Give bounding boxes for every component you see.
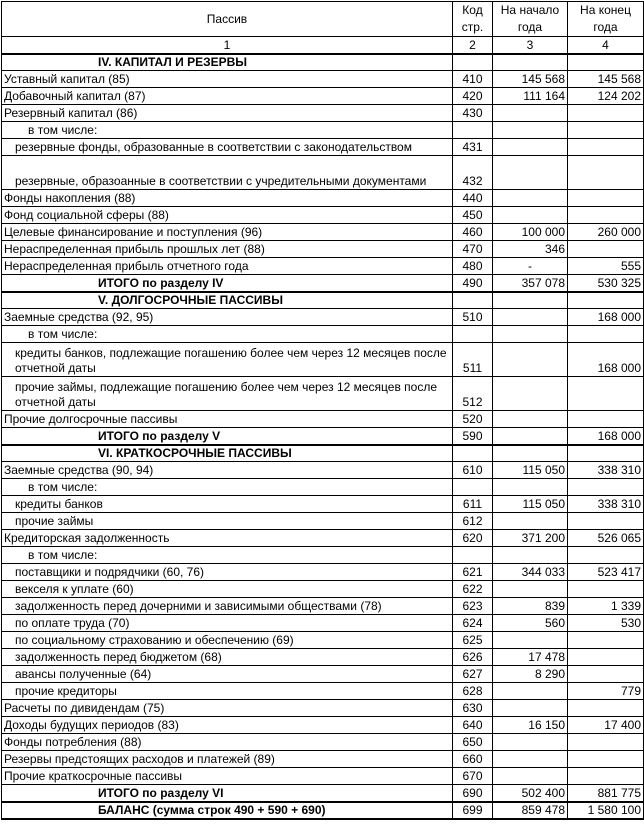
table-row xyxy=(2,768,644,785)
table-row xyxy=(2,649,644,666)
header-passiv: Пассив xyxy=(2,2,453,37)
table-body xyxy=(2,54,644,819)
value-start-of-year: 100 000 xyxy=(493,224,568,241)
row-code: 520 xyxy=(453,411,493,428)
value-end-of-year xyxy=(568,734,644,751)
row-code: 620 xyxy=(453,530,493,547)
row-code: 622 xyxy=(453,581,493,598)
balance-total-row xyxy=(2,802,644,819)
section-title: IV. КАПИТАЛ И РЕЗЕРВЫ xyxy=(2,54,453,71)
row-label: Заемные средства (92, 95) xyxy=(2,309,453,326)
value-start-of-year xyxy=(493,309,568,326)
value-start-of-year: 17 478 xyxy=(493,649,568,666)
value-start-of-year xyxy=(493,54,568,71)
value-start-of-year: 371 200 xyxy=(493,530,568,547)
column-number: 1 xyxy=(2,37,453,54)
row-code xyxy=(453,326,493,343)
row-code: 450 xyxy=(453,207,493,224)
value-start-of-year xyxy=(493,581,568,598)
row-code: 610 xyxy=(453,462,493,479)
row-code: 410 xyxy=(453,71,493,88)
value-end-of-year: 338 310 xyxy=(568,462,644,479)
row-label: Кредиторская задолженность xyxy=(2,530,453,547)
table-row xyxy=(2,326,644,343)
value-start-of-year xyxy=(493,479,568,496)
value-start-of-year xyxy=(493,428,568,445)
table-row xyxy=(2,462,644,479)
value-end-of-year xyxy=(568,513,644,530)
row-label: Уставный капитал (85) xyxy=(2,71,453,88)
row-code xyxy=(453,445,493,462)
value-start-of-year xyxy=(493,751,568,768)
value-start-of-year: 502 400 xyxy=(493,785,568,802)
table-row xyxy=(2,224,644,241)
row-label: Фонд социальной сферы (88) xyxy=(2,207,453,224)
value-start-of-year xyxy=(493,768,568,785)
value-end-of-year xyxy=(568,445,644,462)
value-start-of-year: 560 xyxy=(493,615,568,632)
value-end-of-year xyxy=(568,411,644,428)
row-code: 430 xyxy=(453,105,493,122)
row-label: поставщики и подрядчики (60, 76) xyxy=(2,564,453,581)
value-start-of-year xyxy=(493,156,568,190)
row-label: БАЛАНС (сумма строк 490 + 590 + 690) xyxy=(2,802,453,819)
value-start-of-year xyxy=(493,683,568,700)
value-end-of-year xyxy=(568,547,644,564)
row-code: 490 xyxy=(453,275,493,292)
table-row xyxy=(2,666,644,683)
value-end-of-year xyxy=(568,122,644,139)
value-end-of-year: 530 xyxy=(568,615,644,632)
value-end-of-year xyxy=(568,632,644,649)
value-end-of-year: 168 000 xyxy=(568,343,644,377)
value-end-of-year: 124 202 xyxy=(568,88,644,105)
row-code: 640 xyxy=(453,717,493,734)
value-end-of-year xyxy=(568,479,644,496)
row-label: резервные, образоанные в соответствии с учредительными документами xyxy=(2,156,453,190)
value-end-of-year: 145 568 xyxy=(568,71,644,88)
table-row xyxy=(2,751,644,768)
value-end-of-year xyxy=(568,139,644,156)
column-number: 3 xyxy=(493,37,568,54)
value-end-of-year: 779 xyxy=(568,683,644,700)
row-code: 690 xyxy=(453,785,493,802)
table-row xyxy=(2,479,644,496)
row-code: 431 xyxy=(453,139,493,156)
value-end-of-year: 1 580 100 xyxy=(568,802,644,819)
value-start-of-year xyxy=(493,734,568,751)
value-end-of-year: 168 000 xyxy=(568,428,644,445)
table-row xyxy=(2,700,644,717)
value-end-of-year: 555 xyxy=(568,258,644,275)
value-start-of-year: 357 078 xyxy=(493,275,568,292)
row-label: кредиты банков, подлежащие погашению более чем через 12 месяцев после отчетной даты xyxy=(2,343,453,377)
value-start-of-year xyxy=(493,411,568,428)
row-code: 611 xyxy=(453,496,493,513)
value-start-of-year: 115 050 xyxy=(493,462,568,479)
value-end-of-year xyxy=(568,377,644,411)
row-label: Резервный капитал (86) xyxy=(2,105,453,122)
table-row xyxy=(2,156,644,190)
value-start-of-year xyxy=(493,513,568,530)
value-end-of-year xyxy=(568,54,644,71)
value-start-of-year xyxy=(493,207,568,224)
table-row xyxy=(2,581,644,598)
value-end-of-year xyxy=(568,326,644,343)
row-label: в том числе: xyxy=(2,122,453,139)
row-code: 440 xyxy=(453,190,493,207)
table-row xyxy=(2,190,644,207)
row-code: 621 xyxy=(453,564,493,581)
row-code xyxy=(453,122,493,139)
section-header-row xyxy=(2,445,644,462)
header-start-of-year: На начало года xyxy=(493,2,568,37)
table-row xyxy=(2,139,644,156)
row-label: задолженность перед бюджетом (68) xyxy=(2,649,453,666)
value-end-of-year xyxy=(568,207,644,224)
value-end-of-year: 168 000 xyxy=(568,309,644,326)
value-start-of-year: 16 150 xyxy=(493,717,568,734)
row-label: Расчеты по дивидендам (75) xyxy=(2,700,453,717)
value-start-of-year xyxy=(493,700,568,717)
value-start-of-year: 346 xyxy=(493,241,568,258)
value-end-of-year xyxy=(568,581,644,598)
header-code: Код стр. xyxy=(453,2,493,37)
row-label: в том числе: xyxy=(2,547,453,564)
row-code: 626 xyxy=(453,649,493,666)
section-header-row xyxy=(2,292,644,309)
value-end-of-year xyxy=(568,666,644,683)
value-end-of-year: 523 417 xyxy=(568,564,644,581)
row-code: 623 xyxy=(453,598,493,615)
row-code: 432 xyxy=(453,156,493,190)
row-label: ИТОГО по разделу VI xyxy=(2,785,453,802)
table-row xyxy=(2,632,644,649)
value-end-of-year xyxy=(568,241,644,258)
value-end-of-year xyxy=(568,105,644,122)
row-code: 625 xyxy=(453,632,493,649)
table-row xyxy=(2,241,644,258)
table-row xyxy=(2,105,644,122)
table-row xyxy=(2,564,644,581)
row-label: Доходы будущих периодов (83) xyxy=(2,717,453,734)
value-end-of-year: 526 065 xyxy=(568,530,644,547)
table-row xyxy=(2,683,644,700)
value-start-of-year xyxy=(493,343,568,377)
value-start-of-year: 8 290 xyxy=(493,666,568,683)
value-start-of-year xyxy=(493,139,568,156)
row-label: Фонды потребления (88) xyxy=(2,734,453,751)
row-code: 512 xyxy=(453,377,493,411)
table-row xyxy=(2,258,644,275)
table-row xyxy=(2,598,644,615)
table-row xyxy=(2,615,644,632)
value-start-of-year: 115 050 xyxy=(493,496,568,513)
balance-sheet-liabilities-table xyxy=(1,1,644,820)
value-start-of-year: 111 164 xyxy=(493,88,568,105)
value-start-of-year: 145 568 xyxy=(493,71,568,88)
row-label: резервные фонды, образованные в соответствии с законодательством xyxy=(2,139,453,156)
row-code: 630 xyxy=(453,700,493,717)
value-end-of-year xyxy=(568,649,644,666)
table-row xyxy=(2,547,644,564)
table-row xyxy=(2,530,644,547)
row-label: векселя к уплате (60) xyxy=(2,581,453,598)
section-title: VI. КРАТКОСРОЧНЫЕ ПАССИВЫ xyxy=(2,445,453,462)
row-code: 480 xyxy=(453,258,493,275)
row-label: ИТОГО по разделу V xyxy=(2,428,453,445)
value-start-of-year xyxy=(493,122,568,139)
row-label: ИТОГО по разделу IV xyxy=(2,275,453,292)
row-label: кредиты банков xyxy=(2,496,453,513)
table-row xyxy=(2,343,644,377)
section-total-row xyxy=(2,428,644,445)
value-end-of-year: 881 775 xyxy=(568,785,644,802)
row-code xyxy=(453,292,493,309)
value-start-of-year: 344 033 xyxy=(493,564,568,581)
row-label: Нераспределенная прибыль отчетного года xyxy=(2,258,453,275)
value-start-of-year xyxy=(493,445,568,462)
value-end-of-year: 260 000 xyxy=(568,224,644,241)
table-row xyxy=(2,496,644,513)
row-label: Заемные средства (90, 94) xyxy=(2,462,453,479)
value-end-of-year: 17 400 xyxy=(568,717,644,734)
row-code: 420 xyxy=(453,88,493,105)
value-end-of-year: 1 339 xyxy=(568,598,644,615)
table-row xyxy=(2,513,644,530)
value-end-of-year xyxy=(568,292,644,309)
row-label: прочие займы, подлежащие погашению более чем через 12 месяцев после отчетной даты xyxy=(2,377,453,411)
value-start-of-year xyxy=(493,377,568,411)
column-number: 4 xyxy=(568,37,644,54)
value-end-of-year xyxy=(568,156,644,190)
table-row xyxy=(2,377,644,411)
value-start-of-year xyxy=(493,547,568,564)
row-label: в том числе: xyxy=(2,479,453,496)
row-code: 627 xyxy=(453,666,493,683)
row-label: Нераспределенная прибыль прошлых лет (88) xyxy=(2,241,453,258)
row-code: 470 xyxy=(453,241,493,258)
row-label: прочие кредиторы xyxy=(2,683,453,700)
row-code: 460 xyxy=(453,224,493,241)
row-label: Добавочный капитал (87) xyxy=(2,88,453,105)
table-header-row xyxy=(2,2,644,37)
value-start-of-year: 839 xyxy=(493,598,568,615)
row-code: 670 xyxy=(453,768,493,785)
section-header-row xyxy=(2,54,644,71)
row-label: Прочие долгосрочные пассивы xyxy=(2,411,453,428)
column-number: 2 xyxy=(453,37,493,54)
row-label: Прочие краткосрочные пассивы xyxy=(2,768,453,785)
row-code: 510 xyxy=(453,309,493,326)
value-end-of-year xyxy=(568,751,644,768)
row-code: 650 xyxy=(453,734,493,751)
row-code xyxy=(453,54,493,71)
table-row xyxy=(2,309,644,326)
table-row xyxy=(2,411,644,428)
table-row xyxy=(2,734,644,751)
table-row xyxy=(2,71,644,88)
table-row xyxy=(2,122,644,139)
row-code: 699 xyxy=(453,802,493,819)
row-label: по социальному страхованию и обеспечению (69) xyxy=(2,632,453,649)
section-title: V. ДОЛГОСРОЧНЫЕ ПАССИВЫ xyxy=(2,292,453,309)
row-code: 628 xyxy=(453,683,493,700)
table-row xyxy=(2,88,644,105)
row-label: авансы полученные (64) xyxy=(2,666,453,683)
row-label: Резервы предстоящих расходов и платежей (89) xyxy=(2,751,453,768)
value-end-of-year: 338 310 xyxy=(568,496,644,513)
table-row xyxy=(2,207,644,224)
row-label: задолженность перед дочерними и зависимыми обществами (78) xyxy=(2,598,453,615)
value-start-of-year: 859 478 xyxy=(493,802,568,819)
header-end-of-year: На конец года xyxy=(568,2,644,37)
row-code xyxy=(453,479,493,496)
section-total-row xyxy=(2,275,644,292)
row-code: 624 xyxy=(453,615,493,632)
value-end-of-year: 530 325 xyxy=(568,275,644,292)
column-number-row xyxy=(2,37,644,54)
row-label: по оплате труда (70) xyxy=(2,615,453,632)
row-label: в том числе: xyxy=(2,326,453,343)
row-label: Целевые финансирование и поступления (96) xyxy=(2,224,453,241)
row-code: 511 xyxy=(453,343,493,377)
value-start-of-year xyxy=(493,632,568,649)
value-start-of-year xyxy=(493,190,568,207)
value-end-of-year xyxy=(568,700,644,717)
value-end-of-year xyxy=(568,190,644,207)
row-code xyxy=(453,547,493,564)
value-end-of-year xyxy=(568,768,644,785)
row-code: 660 xyxy=(453,751,493,768)
row-code: 612 xyxy=(453,513,493,530)
value-start-of-year xyxy=(493,105,568,122)
row-code: 590 xyxy=(453,428,493,445)
value-start-of-year xyxy=(493,326,568,343)
value-start-of-year: - xyxy=(493,258,568,275)
section-total-row xyxy=(2,785,644,802)
table-row xyxy=(2,717,644,734)
value-start-of-year xyxy=(493,292,568,309)
row-label: прочие займы xyxy=(2,513,453,530)
row-label: Фонды накопления (88) xyxy=(2,190,453,207)
